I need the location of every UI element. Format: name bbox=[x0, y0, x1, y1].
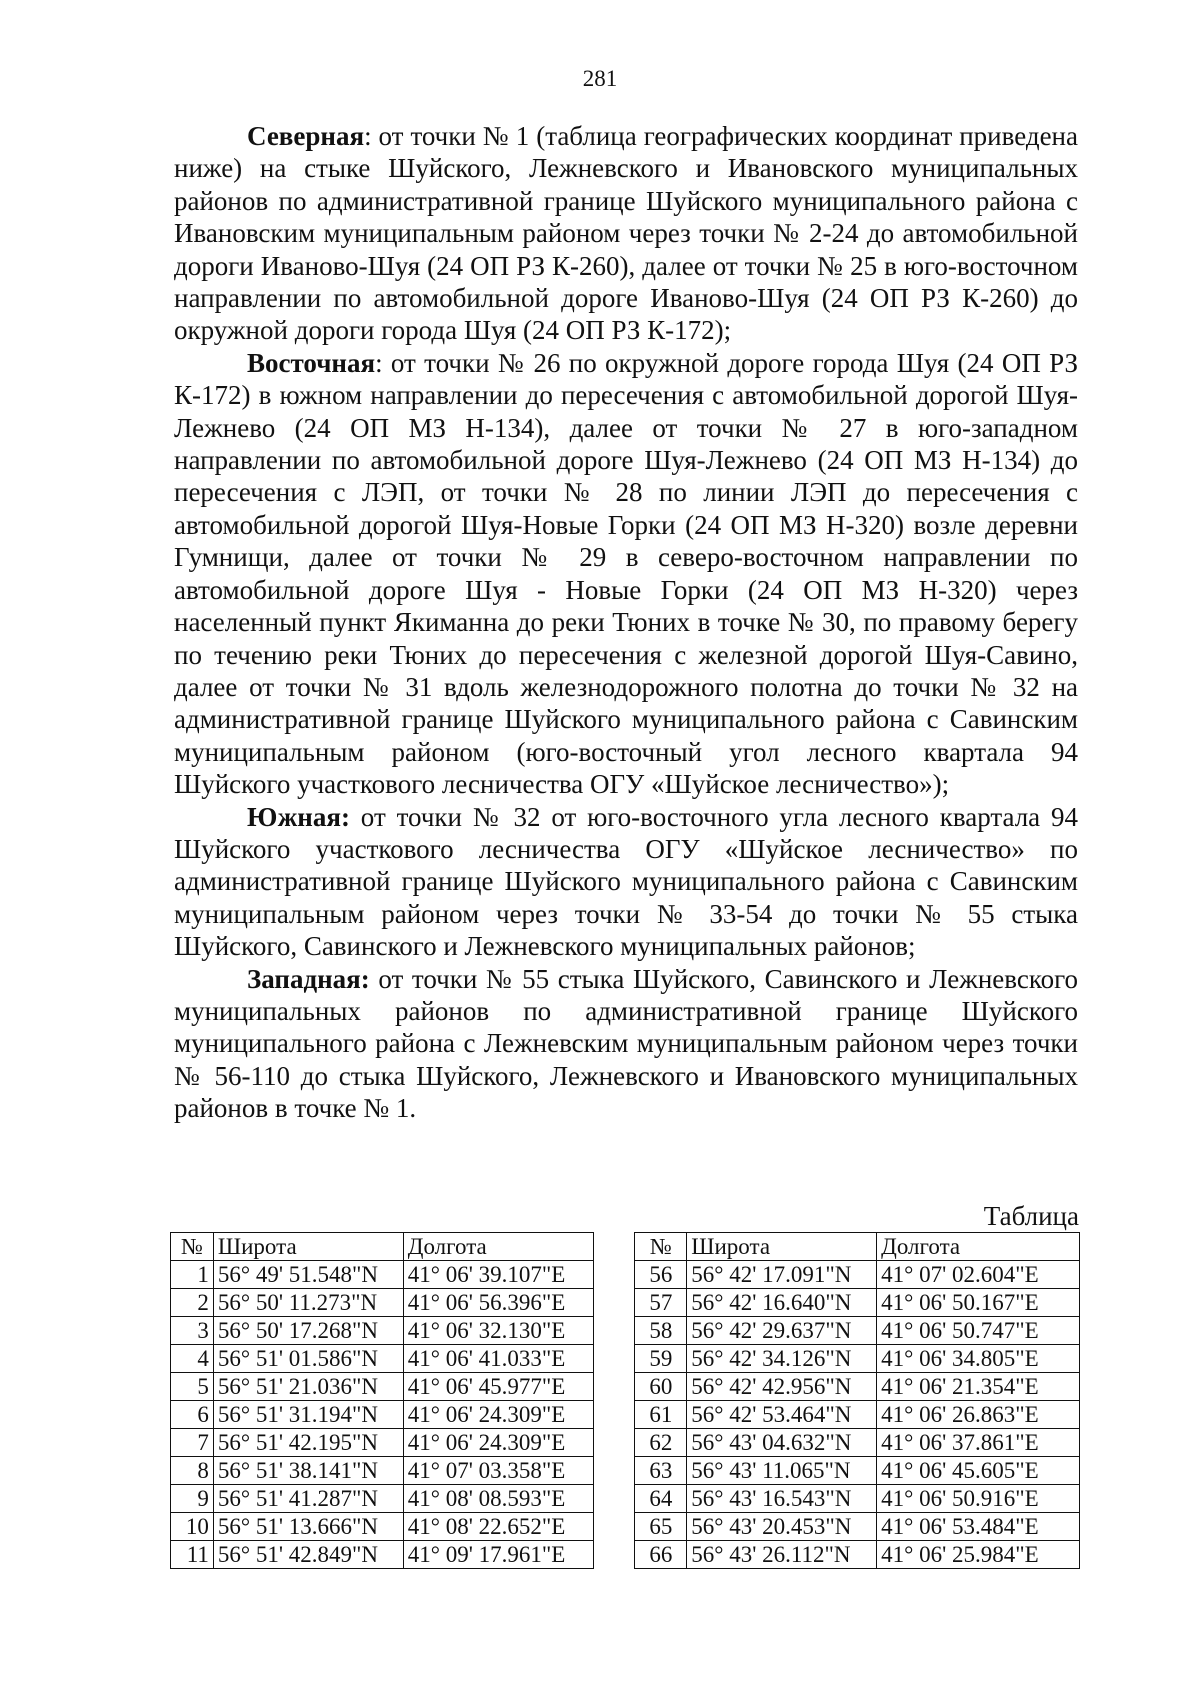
table-cell-number: 1 bbox=[171, 1261, 214, 1289]
table-cell-latitude: 56° 51' 42.195"N bbox=[213, 1429, 403, 1457]
paragraph-east-label: Восточная bbox=[247, 347, 376, 378]
table-cell-number-2: 62 bbox=[635, 1429, 687, 1457]
table-cell-latitude-2: 56° 43' 20.453"N bbox=[687, 1513, 877, 1541]
table-row bbox=[171, 1345, 1080, 1373]
table-cell-longitude-2: 41° 06' 50.747"E bbox=[877, 1317, 1080, 1345]
table-cell-longitude: 41° 08' 22.652"E bbox=[403, 1513, 593, 1541]
paragraph-north-text: : от точки № 1 (таблица географических координат приведена ниже) на стыке Шуйского, Лежневского и Ивановского муниципальных районов по административной границе Шуйского муниципального района с Ивановским муниципальным районом через точки № 2-24 до автомобильной дороги Иваново-Шуя (24 ОП РЗ К-260), далее от точки № 25 в юго-восточном направлении по автомобильной дороге Иваново-Шуя (24 ОП РЗ К-260) до окружной дороги города Шуя (24 ОП РЗ К-172); bbox=[174, 121, 1078, 346]
table-cell-latitude: 56° 51' 42.849"N bbox=[213, 1541, 403, 1569]
table-cell-number: 7 bbox=[171, 1429, 214, 1457]
table-cell-latitude: 56° 51' 41.287"N bbox=[213, 1485, 403, 1513]
table-row bbox=[171, 1261, 1080, 1289]
table-gap bbox=[593, 1373, 635, 1401]
table-cell-latitude-2: 56° 42' 29.637"N bbox=[687, 1317, 877, 1345]
header-latitude: Широта bbox=[213, 1233, 403, 1261]
table-cell-longitude: 41° 06' 24.309"E bbox=[403, 1401, 593, 1429]
table-row bbox=[171, 1429, 1080, 1457]
table-cell-longitude-2: 41° 06' 34.805"E bbox=[877, 1345, 1080, 1373]
paragraph-north bbox=[174, 120, 1078, 347]
table-gap bbox=[593, 1541, 635, 1569]
table-gap bbox=[593, 1401, 635, 1429]
table-gap bbox=[593, 1429, 635, 1457]
table-cell-latitude: 56° 51' 13.666"N bbox=[213, 1513, 403, 1541]
table-gap bbox=[593, 1513, 635, 1541]
header-longitude-2: Долгота bbox=[877, 1233, 1080, 1261]
table-cell-longitude: 41° 08' 08.593"E bbox=[403, 1485, 593, 1513]
table-row bbox=[171, 1317, 1080, 1345]
table-cell-number-2: 58 bbox=[635, 1317, 687, 1345]
table-cell-number-2: 61 bbox=[635, 1401, 687, 1429]
table-header-row bbox=[171, 1233, 1080, 1261]
table-cell-longitude-2: 41° 06' 37.861"E bbox=[877, 1429, 1080, 1457]
table-gap bbox=[593, 1261, 635, 1289]
table-cell-latitude-2: 56° 43' 26.112"N bbox=[687, 1541, 877, 1569]
table-row bbox=[171, 1401, 1080, 1429]
table-cell-number-2: 59 bbox=[635, 1345, 687, 1373]
table-row bbox=[171, 1457, 1080, 1485]
table-cell-latitude: 56° 51' 01.586"N bbox=[213, 1345, 403, 1373]
table-body bbox=[171, 1261, 1080, 1569]
table-cell-longitude-2: 41° 06' 26.863"E bbox=[877, 1401, 1080, 1429]
table-cell-latitude: 56° 50' 11.273"N bbox=[213, 1289, 403, 1317]
table-cell-number: 11 bbox=[171, 1541, 214, 1569]
table-cell-number-2: 60 bbox=[635, 1373, 687, 1401]
table-cell-number-2: 65 bbox=[635, 1513, 687, 1541]
table-gap bbox=[593, 1289, 635, 1317]
table-gap bbox=[593, 1317, 635, 1345]
table-cell-latitude-2: 56° 43' 16.543"N bbox=[687, 1485, 877, 1513]
table-cell-number: 4 bbox=[171, 1345, 214, 1373]
table-cell-longitude: 41° 09' 17.961"E bbox=[403, 1541, 593, 1569]
table-row bbox=[171, 1289, 1080, 1317]
table-row bbox=[171, 1485, 1080, 1513]
table-row bbox=[171, 1373, 1080, 1401]
table-gap bbox=[593, 1233, 635, 1261]
table-cell-number: 6 bbox=[171, 1401, 214, 1429]
table-cell-longitude: 41° 06' 41.033"E bbox=[403, 1345, 593, 1373]
coordinates-table bbox=[170, 1232, 1080, 1569]
paragraph-west bbox=[174, 963, 1078, 1125]
header-longitude: Долгота bbox=[403, 1233, 593, 1261]
table-cell-latitude: 56° 49' 51.548"N bbox=[213, 1261, 403, 1289]
table-cell-number: 9 bbox=[171, 1485, 214, 1513]
table-cell-longitude: 41° 06' 32.130"E bbox=[403, 1317, 593, 1345]
paragraph-north-label: Северная bbox=[247, 121, 365, 151]
document-body bbox=[174, 120, 1078, 1125]
header-latitude-2: Широта bbox=[687, 1233, 877, 1261]
table-cell-latitude-2: 56° 42' 53.464"N bbox=[687, 1401, 877, 1429]
table-cell-longitude-2: 41° 06' 53.484"E bbox=[877, 1513, 1080, 1541]
table-cell-number: 5 bbox=[171, 1373, 214, 1401]
table-gap bbox=[593, 1457, 635, 1485]
table-cell-number-2: 56 bbox=[635, 1261, 687, 1289]
table-cell-latitude-2: 56° 42' 17.091"N bbox=[687, 1261, 877, 1289]
table-cell-longitude: 41° 06' 56.396"E bbox=[403, 1289, 593, 1317]
table-row bbox=[171, 1513, 1080, 1541]
table-cell-longitude: 41° 06' 45.977"E bbox=[403, 1373, 593, 1401]
header-number: № bbox=[171, 1233, 214, 1261]
table-cell-number: 10 bbox=[171, 1513, 214, 1541]
table-cell-latitude-2: 56° 42' 42.956"N bbox=[687, 1373, 877, 1401]
table-cell-longitude: 41° 06' 24.309"E bbox=[403, 1429, 593, 1457]
table-cell-latitude-2: 56° 42' 34.126"N bbox=[687, 1345, 877, 1373]
table-cell-number-2: 63 bbox=[635, 1457, 687, 1485]
paragraph-south-text: от точки № 32 от юго-восточного угла лесного квартала 94 Шуйского участкового лесничества ОГУ «Шуйское лесничество» по административной границе Шуйского муниципального района с Савинским муниципальным районом через точки № 33-54 до точки № 55 стыка Шуйского, Савинского и Лежневского муниципальных районов; bbox=[174, 801, 1078, 962]
header-number-2: № bbox=[635, 1233, 687, 1261]
table-cell-latitude-2: 56° 42' 16.640"N bbox=[687, 1289, 877, 1317]
paragraph-south bbox=[174, 801, 1078, 963]
table-cell-longitude-2: 41° 07' 02.604"E bbox=[877, 1261, 1080, 1289]
table-cell-latitude: 56° 51' 31.194"N bbox=[213, 1401, 403, 1429]
table-cell-number: 8 bbox=[171, 1457, 214, 1485]
table-cell-latitude-2: 56° 43' 11.065"N bbox=[687, 1457, 877, 1485]
paragraph-east-text: : от точки № 26 по окружной дороге города Шуя (24 ОП РЗ К-172) в южном направлении до пересечения с автомобильной дорогой Шуя-Лежнево (24 ОП МЗ Н-134), далее от точки № 27 в юго-западном направлении по автомобильной дороге Шуя-Лежнево (24 ОП МЗ Н-134) до пересечения с ЛЭП, от точки № 28 по линии ЛЭП до пересечения с автомобильной дорогой Шуя-Новые Горки (24 ОП МЗ Н-320) возле деревни Гумнищи, далее от точки № 29 в северо-восточном направлении по автомобильной дороге Шуя - Новые Горки (24 ОП МЗ Н-320) через населенный пункт Якиманна до реки Тюних в точке № 30, по правому берегу по течению реки Тюних до пересечения с железной дорогой Шуя-Савино, далее от точки № 31 вдоль железнодорожного полотна до точки № 32 на административной границе Шуйского муниципального района с Савинским муниципальным районом (юго-восточный угол лесного квартала 94 Шуйского участкового лесничества ОГУ «Шуйское лесничество»); bbox=[174, 347, 1078, 800]
table-cell-latitude: 56° 51' 38.141"N bbox=[213, 1457, 403, 1485]
paragraph-south-label: Южная: bbox=[247, 801, 350, 832]
table-cell-number: 2 bbox=[171, 1289, 214, 1317]
table-cell-number-2: 57 bbox=[635, 1289, 687, 1317]
table-cell-longitude-2: 41° 06' 25.984"E bbox=[877, 1541, 1080, 1569]
table-cell-longitude-2: 41° 06' 50.167"E bbox=[877, 1289, 1080, 1317]
table-cell-longitude: 41° 06' 39.107"E bbox=[403, 1261, 593, 1289]
table-gap bbox=[593, 1485, 635, 1513]
table-cell-longitude-2: 41° 06' 45.605"E bbox=[877, 1457, 1080, 1485]
paragraph-west-text: от точки № 55 стыка Шуйского, Савинского и Лежневского муниципальных районов по административной границе Шуйского муниципального района с Лежневским муниципальным районом через точки № 56-110 до стыка Шуйского, Лежневского и Ивановского муниципальных районов в точке № 1. bbox=[174, 963, 1078, 1124]
table-cell-longitude-2: 41° 06' 21.354"E bbox=[877, 1373, 1080, 1401]
table-cell-latitude: 56° 50' 17.268"N bbox=[213, 1317, 403, 1345]
table-cell-number-2: 64 bbox=[635, 1485, 687, 1513]
table-cell-longitude: 41° 07' 03.358"E bbox=[403, 1457, 593, 1485]
table-caption: Таблица bbox=[983, 1201, 1079, 1231]
table-cell-longitude-2: 41° 06' 50.916"E bbox=[877, 1485, 1080, 1513]
table-row bbox=[171, 1541, 1080, 1569]
paragraph-west-label: Западная: bbox=[247, 963, 370, 994]
paragraph-east bbox=[174, 347, 1078, 801]
table-cell-latitude-2: 56° 43' 04.632"N bbox=[687, 1429, 877, 1457]
table-cell-number-2: 66 bbox=[635, 1541, 687, 1569]
table-gap bbox=[593, 1345, 635, 1373]
table-cell-latitude: 56° 51' 21.036"N bbox=[213, 1373, 403, 1401]
page-number: 281 bbox=[582, 66, 618, 91]
table-cell-number: 3 bbox=[171, 1317, 214, 1345]
